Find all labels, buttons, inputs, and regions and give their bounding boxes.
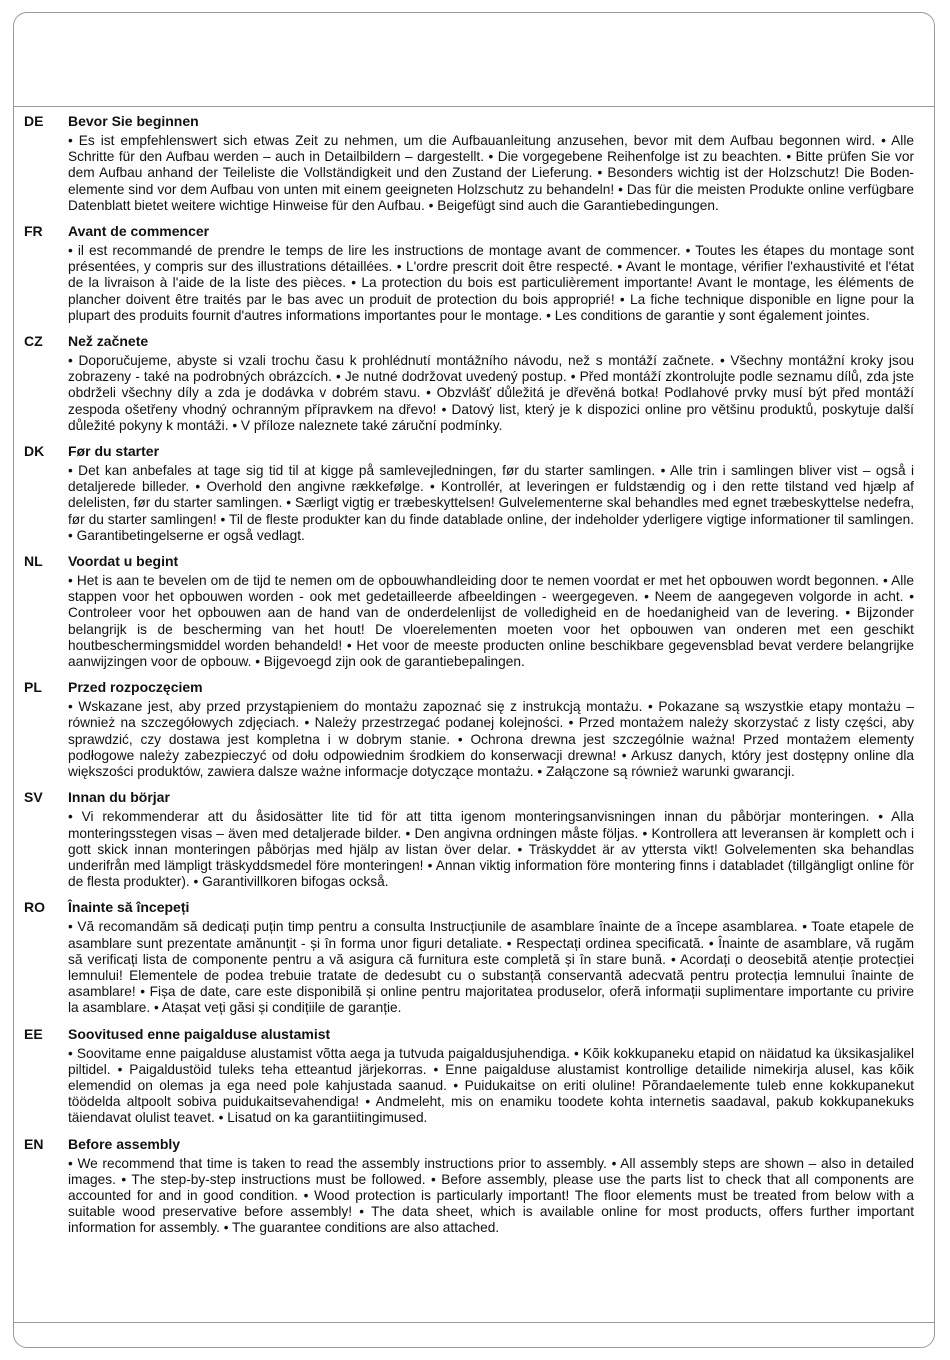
section-title: Soovitused enne paigalduse alustamist <box>68 1025 331 1042</box>
section-text: • Vi rekommenderar att du åsidosätter lite tid för att titta igenom monteringsanvisningen innan du påbörjar monteringen. • Alla monteringsstegen visas – även med detaljerade bilder. • Den angivna ordningen måste följas. • Kontrollera att leveransen är komplett och i gott skick innan monteringen påbörjas med hjälp av listan över delar. • Träskyddet är av yttersta vikt! Golvelementen ska behandlas underifrån med lämpligt träskyddsmedel före monteringen! • Annan viktig information före montering finns i databladet (tillgängligt online för de flesta produkter). • Garantivillkoren bifogas också. <box>68 809 914 890</box>
section-de <box>24 112 914 214</box>
language-code: NL <box>24 553 43 570</box>
section-title: Before assembly <box>68 1135 181 1152</box>
section-sv <box>24 788 914 890</box>
section-text: • Doporučujeme, abyste si vzali trochu času k prohlédnutí montážního návodu, než s montáží začnete. • Všechny montážní kroky jsou zobrazeny - také na podrobných obrázcích. • Je nutné dodržovat uvedený postup. • Před montáží zkontrolujte podle seznamu dílů, zda jste obdrželi všechny díly a zda je dodávka v dobrém stavu. • Obzvlášť důležitá je dřevěná botka! Podlahové prvky musí být před montáží zespoda ošetřeny vhodný ochranným přípravkem na dřevo! • Datový list, který je k dispozici online pro většinu produktů, poskytuje další důležité pokyny k montáži. • V příloze naleznete také záruční podmínky. <box>68 353 914 433</box>
instructions-content <box>24 112 914 1245</box>
section-pl <box>24 678 914 780</box>
section-nl <box>24 552 914 670</box>
language-code: PL <box>24 679 42 696</box>
language-code: FR <box>24 223 43 240</box>
section-text: • Vă recomandăm să dedicați puțin timp pentru a consulta Instrucțiunile de asamblare înainte de a începe asamblarea. • Toate etapele de asamblare sunt prezentate amănunțit - și în forma unor figuri detaliate. • Respectați ordinea specificată. • Înainte de asamblare, vă rugăm să verificați lista de componente pentru a vă asigura că furnitura este completă și în stare bună. • Acordați o deosebită atenție protecției lemnului! Elementele de podea trebuie tratate de dedesubt cu o substanță conservantă adecvată pentru protecția lemnului înainte de asamblare! • Fișa de date, care este disponibilă și online pentru majoritatea produselor, oferă informații suplimentare importante cu privire la asamblare. • Atașat veți găsi și condițiile de garanție. <box>68 919 914 1016</box>
section-text: • Soovitame enne paigalduse alustamist võtta aega ja tutvuda paigaldusjuhendiga. • Kõik kokkupaneku etapid on näidatud ka üksikasjalikel piltidel. • Paigaldustöid tuleks teha etteantud järjekorras. • Enne paigalduse alustamist kontrollige detailide nimekirja alusel, kas kõik elemendid on olemas ja ega need pole kahjustada saanud. • Puidukaitse on eriti oluline! Põrandaelemente tuleb enne kokkupanekut töödelda altpoolt sobiva puidukaitsevahendiga! • Andmeleht, mis on enamiku toodete kohta internetis saadaval, pakub kokkupanekuks täiendavat olulist teavet. • Lisatud on ka garantiitingimused. <box>68 1045 914 1126</box>
section-title: Før du starter <box>68 443 160 460</box>
language-code: EE <box>24 1025 43 1042</box>
language-code: SV <box>24 789 43 806</box>
section-cz <box>24 332 914 434</box>
section-text: • We recommend that time is taken to read the assembly instructions prior to assembly. • All assembly steps are shown – also in detailed images. • The step-by-step instructions must be followed. • Before assembly, please use the parts list to check that all components are accounted for and in good condition. • Wood protection is particularly important! The floor elements must be treated from below with a suitable wood preservative before assembly! • The data sheet, which is available online for most products, offers further important information for assembly. • The guarantee conditions are also attached. <box>68 1155 914 1236</box>
footer-divider <box>14 1322 934 1323</box>
language-code: EN <box>24 1135 44 1152</box>
language-code: DK <box>24 443 45 460</box>
section-text: • il est recommandé de prendre le temps de lire les instructions de montage avant de commencer. • Toutes les étapes du montage sont présentées, y compris sur des illustrations détaillées. • L'ordre prescrit doit être respecté. • Avant le montage, vérifier l'exhaustivité et l'état de la livraison à l'aide de la liste des pièces. • La protection du bois est particulièrement importante! Avant le montage, les éléments de plancher doivent être traités par le bas avec un produit de protection du bois approprié! • La fiche technique disponible en ligne pour la plupart des produits fournit d'autres informations importantes pour le montage. • Les conditions de garantie y sont également jointes. <box>68 243 914 323</box>
section-title: Innan du börjar <box>68 789 170 806</box>
section-title: Przed rozpoczęciem <box>68 679 203 696</box>
section-text: • Det kan anbefales at tage sig tid til at kigge på samlevejledningen, før du starter samlingen. • Alle trin i samlingen bliver vist – også i detaljerede billeder. • Overhold den angivne rækkefølge. • Kontrollér, at leveringen er fuldstændig og i den rette tilstand ved hjælp af delelisten, før du starter samlingen. • Særligt vigtig er træbeskyttelsen! Gulvelementerne skal behandles med egnet træbeskyttelse nedefra, før du starter samlingen! • Til de fleste produkter kan du finde datablade online, der indeholder yderligere vigtige informationer til samlingen. • Garantibetingelserne er også vedlagt. <box>68 463 914 543</box>
section-title: Înainte să începeți <box>68 899 190 916</box>
section-text: • Es ist empfehlenswert sich etwas Zeit zu nehmen, um die Aufbauanleitung anzusehen, bevor mit dem Aufbau begonnen wird. • Alle Schritte für den Aufbau werden – auch in Detailbildern – dargestellt. • Die vorgegebene Reihenfolge ist zu beachten. • Bitte prüfen Sie vor dem Aufbau anhand der Teileliste die Vollständigkeit und den Zustand der Lieferung. • Besonders wichtig ist der Holzschutz! Die Boden-elemente sind vor dem Aufbau von unten mit einem geeigneten Holzschutz zu behandeln! • Das für die meisten Produkte online verfügbare Datenblatt bietet weitere wichtige Hinweise für den Aufbau. • Beigefügt sind auch die Garantiebedingungen. <box>68 133 914 213</box>
section-title: Bevor Sie beginnen <box>68 113 199 129</box>
section-title: Než začnete <box>68 333 149 350</box>
section-title: Avant de commencer <box>68 223 210 240</box>
header-divider <box>14 106 934 107</box>
section-fr <box>24 222 914 324</box>
language-code: DE <box>24 113 44 129</box>
section-text: • Het is aan te bevelen om de tijd te nemen om de opbouwhandleiding door te nemen voordat er met het opbouwen wordt begonnen. • Alle stappen voor het opbouwen worden - ook met gedetailleerde afbeeldingen - weergegeven. • Neem de aangegeven volgorde in acht. • Controleer voor het opbouwen aan de hand van de onderdelenlijst de volledigheid en de hoedanigheid van de levering. • Bijzonder belangrijk is de bescherming van het hout! De vloerelementen moeten voor het opbouwen van onderen met een geschikt houtbeschermingsmiddel worden behandeld! • Het voor de meeste producten online beschikbare gegevensblad bevat verdere belangrijke aanwijzingen voor de opbouw. • Bijgevoegd zijn ook de garantiebepalingen. <box>68 573 914 670</box>
section-en <box>24 1135 914 1237</box>
section-dk <box>24 442 914 544</box>
language-code: CZ <box>24 333 43 350</box>
section-ee <box>24 1025 914 1127</box>
language-code: RO <box>24 899 45 916</box>
section-text: • Wskazane jest, aby przed przystąpieniem do montażu zapoznać się z instrukcją montażu. • Pokazane są wszystkie etapy montażu – również na szczegółowych zdjęciach. • Należy przestrzegać podanej kolejności. • Przed montażem należy skorzystać z listy części, aby sprawdzić, czy dostawa jest kompletna i w dobrym stanie. • Ochrona drewna jest szczególnie ważna! Przed montażem elementy podłogowe należy zabezpieczyć od dołu odpowiednim środkiem do konserwacji drewna! • Arkusz danych, który jest dostępny online dla większości produktów, zawiera dalsze ważne informacje dotyczące montażu. • Załączone są również warunki gwarancji. <box>68 699 914 780</box>
section-ro <box>24 898 914 1016</box>
section-title: Voordat u begint <box>68 553 179 570</box>
